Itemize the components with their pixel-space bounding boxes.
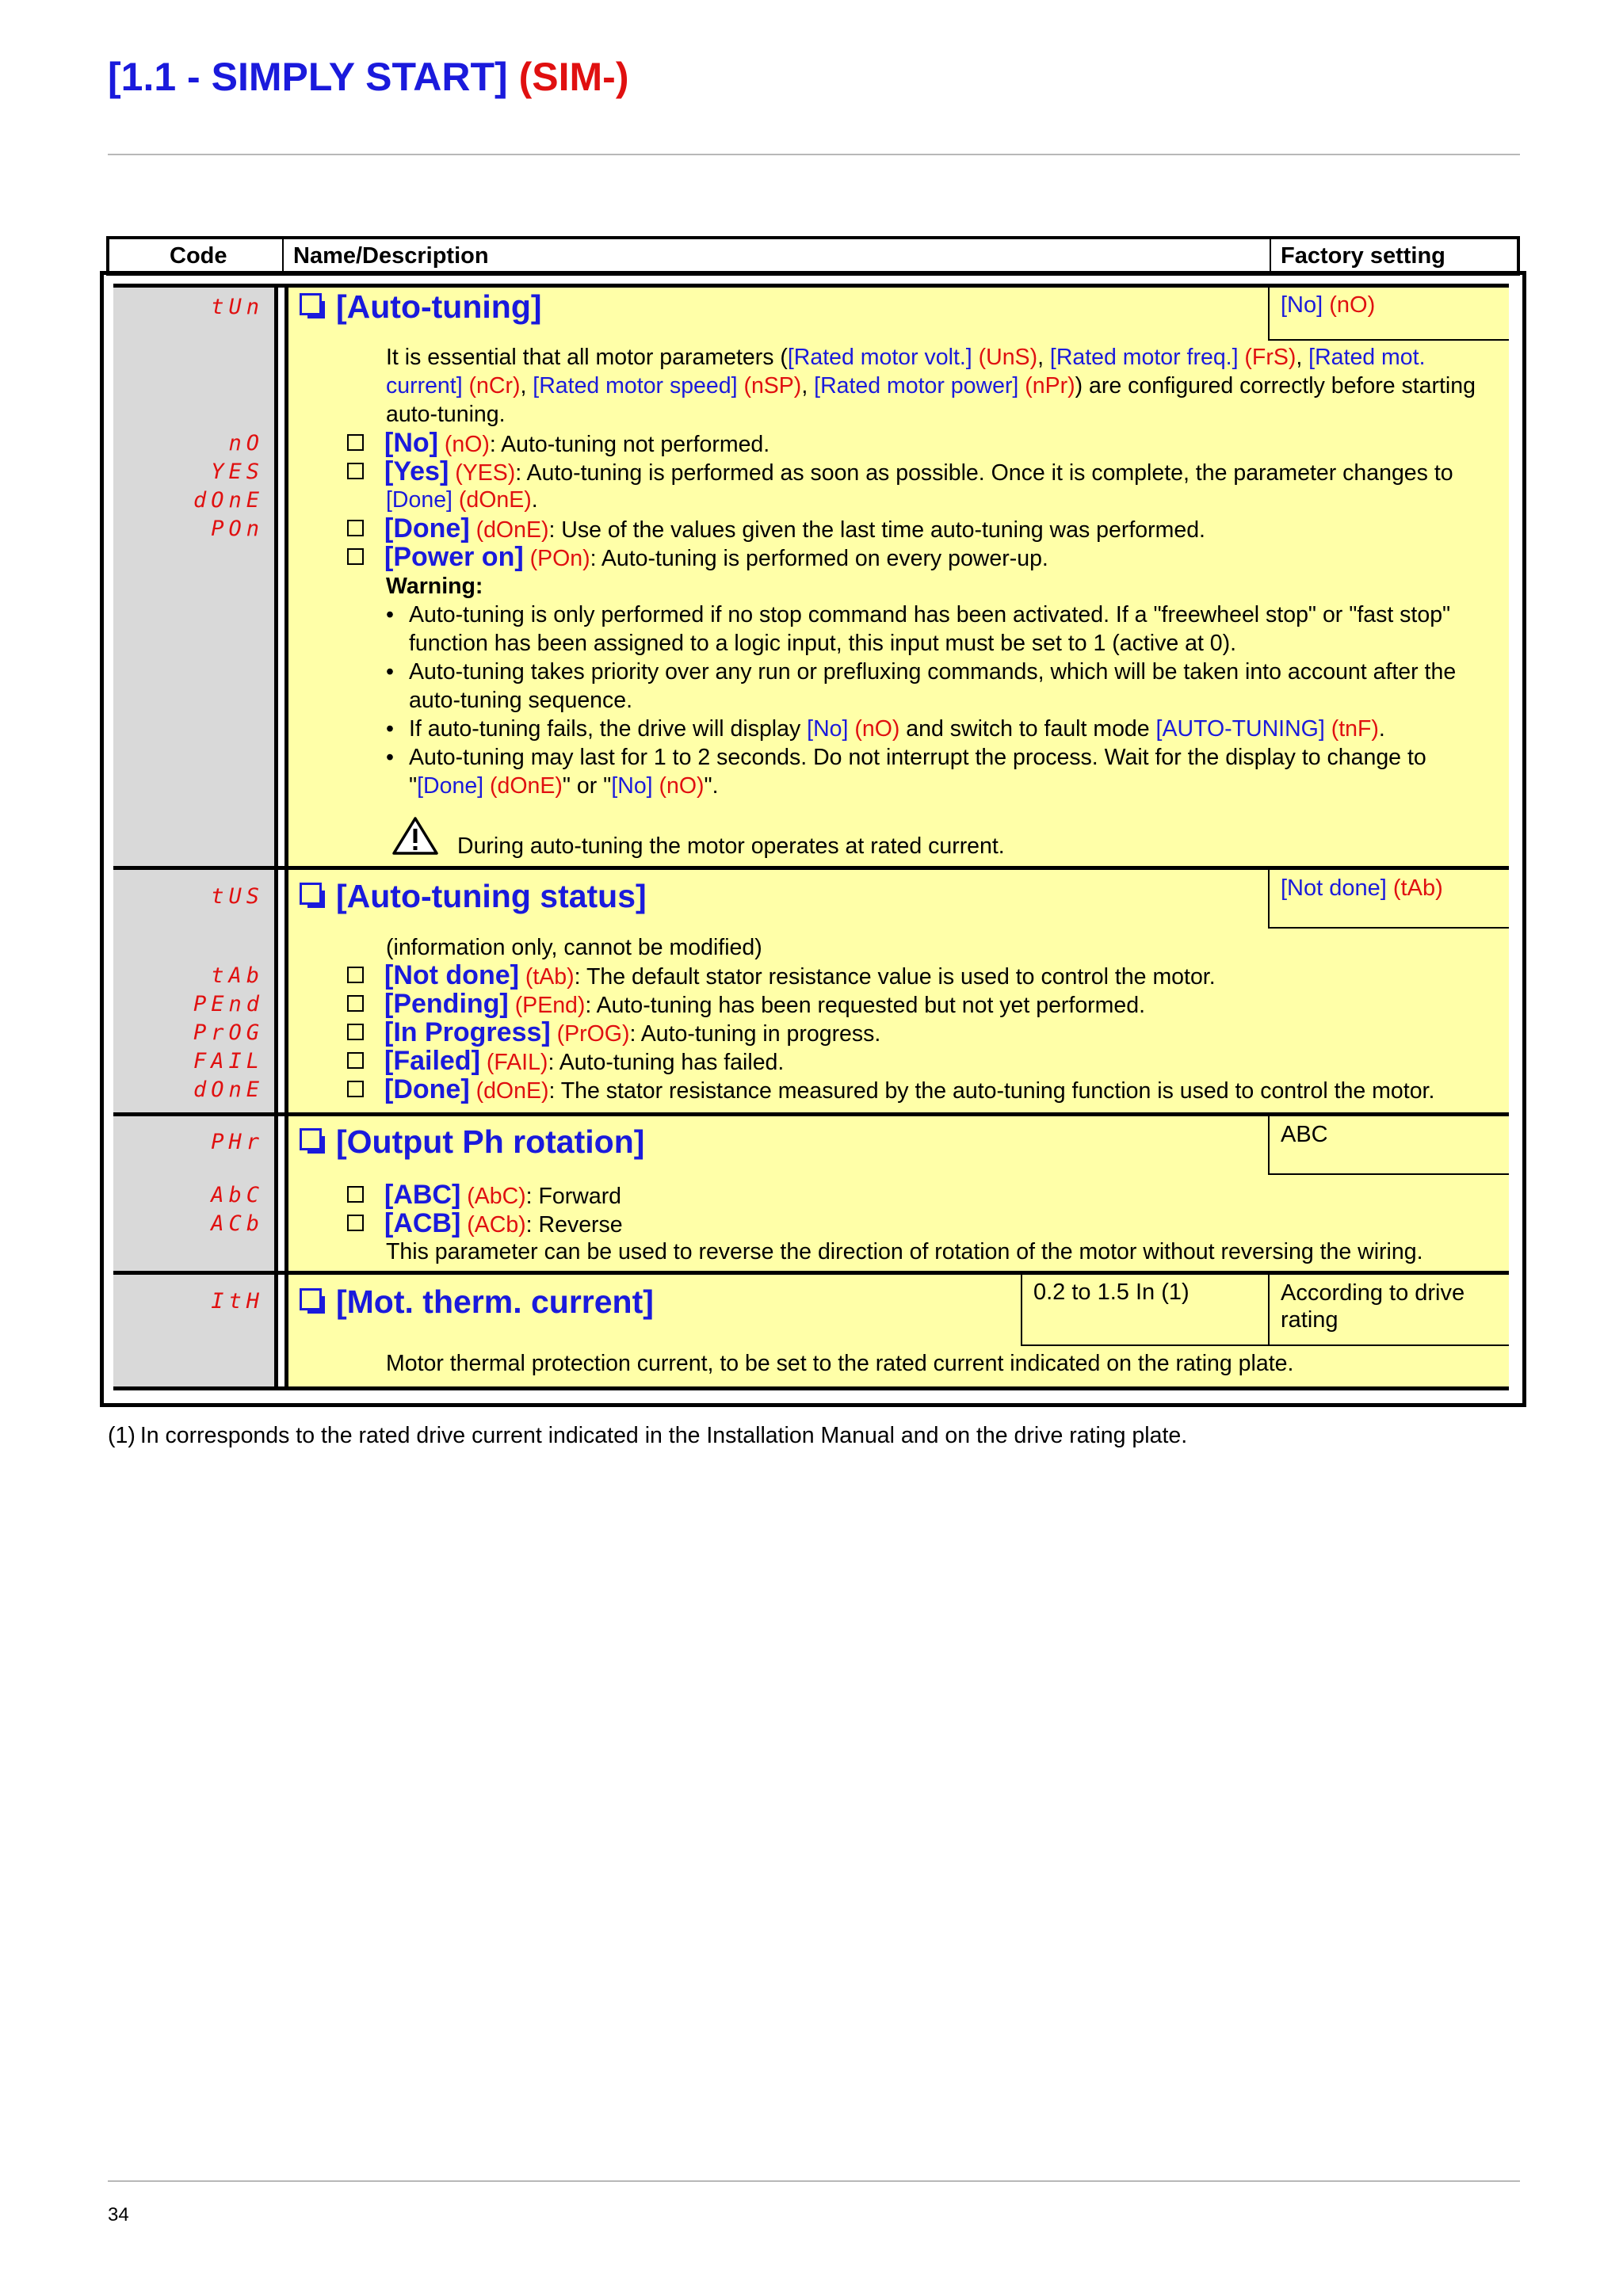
segment-code: YES (211, 460, 264, 484)
warning-bullet: • Auto-tuning may last for 1 to 2 seconds. Do not interrupt the process. Wait for the display to change to (386, 745, 1426, 770)
option-not-done: [Not done] (tAb): The default stator resistance value is used to control the motor. (347, 961, 1216, 991)
header-divider (282, 239, 284, 273)
option-box-icon (347, 1215, 364, 1231)
adjustment-range: 0.2 to 1.5 In (1) (1021, 1275, 1268, 1346)
warning-triangle-icon (391, 816, 439, 856)
page-number: 34 (108, 2204, 129, 2225)
header-factory: Factory setting (1281, 243, 1445, 269)
segment-code: tAb (211, 963, 264, 988)
footnote: (1) In corresponds to the rated drive current indicated in the Installation Manual and on the drive rating plate. (108, 1423, 1188, 1448)
segment-code: PEnd (193, 992, 264, 1016)
segment-code: POn (211, 517, 264, 541)
note-text: This parameter can be used to reverse the direction of rotation of the motor without reversing the wiring. (386, 1239, 1423, 1264)
factory-setting: [No] (nO) (1268, 287, 1509, 341)
option-failed: [Failed] (FAIL): Auto-tuning has failed. (347, 1047, 784, 1077)
option-box-icon (347, 520, 364, 536)
checkbox-icon (300, 1128, 322, 1150)
option-box-icon (347, 548, 364, 565)
factory-setting: [Not done] (tAb) (1268, 870, 1509, 929)
option-done: [Done] (dOnE): The stator resistance measured by the auto-tuning function is used to control the motor. (347, 1075, 1434, 1105)
menu-title: [1.1 - SIMPLY START] (108, 55, 508, 99)
segment-code: ACb (211, 1211, 264, 1236)
page-title (108, 54, 628, 100)
intro-line: It is essential that all motor parameters ([Rated motor volt.] (UnS), [Rated motor freq.] (FrS), [Rated mot. (386, 345, 1426, 370)
parameter-title: [Auto-tuning status] (300, 878, 647, 915)
option-box-icon (347, 1081, 364, 1097)
segment-code: FAIL (193, 1049, 264, 1074)
option-box-icon (347, 1052, 364, 1069)
warning-bullet-cont: function has been assigned to a logic input, this input must be set to 1 (active at 0). (409, 631, 1237, 656)
header-name: Name/Description (293, 243, 489, 269)
intro-line: auto-tuning. (386, 402, 506, 427)
warning-label: Warning: (386, 574, 483, 599)
option-yes: [Yes] (YES): Auto-tuning is performed as soon as possible. Once it is complete, the parameter changes to (347, 457, 1453, 487)
warning-bullet: • Auto-tuning takes priority over any run or prefluxing commands, which will be taken into account after the (386, 659, 1457, 685)
parameter-title: [Auto-tuning] (300, 288, 542, 326)
info-text: (information only, cannot be modified) (386, 935, 762, 960)
checkbox-icon (300, 883, 322, 905)
row-rule (113, 1386, 1509, 1390)
option-box-icon (347, 1024, 364, 1040)
checkbox-icon (300, 293, 322, 315)
parameter-title: [Mot. therm. current] (300, 1283, 654, 1321)
option-acb: [ACB] (ACb): Reverse (347, 1209, 623, 1239)
segment-code: ItH (211, 1289, 264, 1314)
option-no: [No] (nO): Auto-tuning not performed. (347, 429, 769, 459)
option-box-icon (347, 995, 364, 1012)
option-done: [Done] (dOnE): Use of the values given the last time auto-tuning was performed. (347, 514, 1205, 544)
column-divider (285, 284, 288, 1390)
option-yes-continued: [Done] (dOnE). (386, 487, 538, 513)
factory-setting: ABC (1268, 1116, 1509, 1175)
intro-line: current] (nCr), [Rated motor speed] (nSP), [Rated motor power] (nPr)) are configured correctly before starting (386, 373, 1476, 399)
segment-code: dOnE (193, 488, 264, 513)
option-abc: [ABC] (AbC): Forward (347, 1180, 621, 1211)
option-in-progress: [In Progress] (PrOG): Auto-tuning in progress. (347, 1018, 880, 1048)
warning-bullet-cont: "[Done] (dOnE)" or "[No] (nO)". (409, 773, 719, 799)
caution-text: During auto-tuning the motor operates at rated current. (457, 833, 1005, 859)
segment-code: dOnE (193, 1077, 264, 1102)
column-divider (274, 284, 278, 1390)
segment-code: tUS (211, 884, 264, 909)
top-rule (108, 154, 1520, 155)
warning-bullet: • Auto-tuning is only performed if no stop command has been activated. If a "freewheel stop" or "fast stop" (386, 602, 1451, 627)
menu-code: (SIM-) (518, 55, 629, 99)
header-code: Code (170, 243, 227, 269)
warning-bullet-cont: auto-tuning sequence. (409, 688, 633, 713)
parameter-title: [Output Ph rotation] (300, 1123, 644, 1161)
option-box-icon (347, 967, 364, 983)
option-box-icon (347, 463, 364, 479)
factory-setting: According to drive rating (1268, 1275, 1509, 1346)
segment-code: AbC (211, 1183, 264, 1207)
segment-code: tUn (211, 295, 264, 319)
option-box-icon (347, 1186, 364, 1203)
checkbox-icon (300, 1288, 322, 1310)
option-box-icon (347, 434, 364, 451)
segment-code: PHr (211, 1130, 264, 1154)
option-pending: [Pending] (PEnd): Auto-tuning has been requested but not yet performed. (347, 990, 1145, 1020)
bottom-rule (108, 2180, 1520, 2182)
description-text: Motor thermal protection current, to be set to the rated current indicated on the rating plate. (386, 1351, 1294, 1376)
header-divider (1270, 239, 1271, 273)
option-power-on: [Power on] (POn): Auto-tuning is performed on every power-up. (347, 543, 1048, 573)
segment-code: nO (228, 431, 264, 456)
warning-bullet: • If auto-tuning fails, the drive will display [No] (nO) and switch to fault mode [AUTO-TUNING] (tnF). (386, 716, 1385, 742)
table-header (106, 236, 1520, 276)
segment-code: PrOG (193, 1020, 264, 1045)
